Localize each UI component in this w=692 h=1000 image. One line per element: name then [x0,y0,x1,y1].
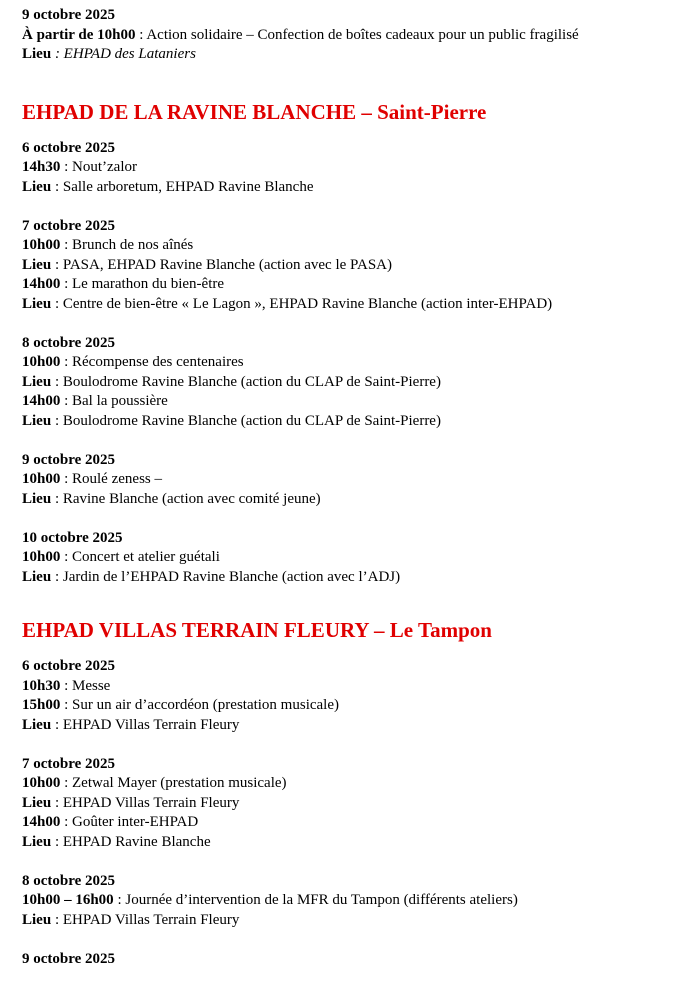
event-description: : Messe [60,677,111,694]
event-description: : Nout’zalor [60,159,137,175]
event-description: : Le marathon du bien-être [60,276,225,292]
event-line [22,275,686,295]
paragraph-gap [22,852,686,872]
lieu-value: : EHPAD Villas Terrain Fleury [51,794,240,811]
intro-date: 9 octobre 2025 [22,7,116,23]
lieu-label: Lieu [22,295,52,312]
event-line [22,158,686,178]
event-time: 14h00 [22,814,61,830]
lieu-label: Lieu [22,412,52,429]
section-title-villas-terrain-fleury: EHPAD VILLAS TERRAIN FLEURY – Le Tampon [22,618,492,642]
event-line [22,774,686,794]
lieu-line [22,716,686,736]
lieu-label: Lieu [22,911,52,928]
event-time: 14h30 [22,159,61,175]
intro-time: À partir de 10h00 [22,26,136,43]
day-date: 6 octobre 2025 [22,658,116,674]
day-date: 9 octobre 2025 [22,451,116,468]
lieu-label: Lieu [22,794,52,811]
intro-event-line [22,26,686,46]
event-description: : Bal la poussière [60,393,168,409]
event-description: : Récompense des centenaires [60,354,244,370]
event-description: : Sur un air d’accordéon (prestation musicale) [60,697,339,713]
lieu-label: Lieu [22,373,52,390]
intro-activity: : Action solidaire – Confection de boîtes cadeaux pour un public fragilisé [135,26,579,43]
event-description: : Goûter inter-EHPAD [60,814,199,830]
lieu-value: : PASA, EHPAD Ravine Blanche (action avec le PASA) [51,256,392,273]
villas-terrain-fleury-schedule [22,657,686,969]
paragraph-gap [22,431,686,451]
event-time: 10h00 [22,471,61,487]
event-description: : Concert et atelier guétali [60,549,220,565]
lieu-line [22,568,686,588]
event-time: 15h00 [22,697,61,713]
paragraph-gap [22,314,686,334]
event-time: 14h00 [22,276,61,292]
event-time: 10h00 – 16h00 [22,892,114,908]
event-line [22,392,686,412]
lieu-label: Lieu [22,178,52,195]
event-description: : Roulé zeness – [60,471,162,487]
day-date: 9 octobre 2025 [22,950,116,967]
lieu-value: : Boulodrome Ravine Blanche (action du CLAP de Saint-Pierre) [51,373,441,390]
intro-block [22,6,686,65]
paragraph-gap [22,509,686,529]
lieu-value: : EHPAD Ravine Blanche [51,833,211,850]
day-date: 8 octobre 2025 [22,872,116,889]
event-time: 10h00 [22,237,61,253]
lieu-line [22,794,686,814]
paragraph-gap [22,735,686,755]
event-line [22,813,686,833]
day-block [22,334,686,432]
event-line [22,696,686,716]
paragraph-gap [22,197,686,217]
event-time: 10h30 [22,677,61,694]
intro-lieu-value: : EHPAD des Lataniers [51,46,196,62]
lieu-value: : EHPAD Villas Terrain Fleury [51,716,240,733]
event-time: 14h00 [22,393,61,409]
day-date: 6 octobre 2025 [22,139,116,156]
lieu-label: Lieu [22,568,52,585]
lieu-line [22,490,686,510]
event-line [22,548,686,568]
day-block [22,950,686,970]
lieu-value: : Centre de bien-être « Le Lagon », EHPAD Ravine Blanche (action inter-EHPAD) [51,295,553,312]
lieu-value: : Ravine Blanche (action avec comité jeune) [51,490,321,507]
lieu-line [22,833,686,853]
ravine-blanche-schedule [22,139,686,588]
lieu-label: Lieu [22,716,52,733]
event-time: 10h00 [22,775,61,791]
lieu-line [22,256,686,276]
day-date: 7 octobre 2025 [22,755,116,772]
event-time: 10h00 [22,549,61,565]
lieu-line [22,373,686,393]
day-block [22,139,686,198]
event-line [22,891,686,911]
lieu-line [22,911,686,931]
event-line [22,236,686,256]
day-block [22,872,686,931]
event-description: : Brunch de nos aînés [60,237,194,253]
intro-lieu-line [22,45,686,65]
document-page [22,6,686,969]
event-line [22,470,686,490]
intro-lieu-label: Lieu [22,46,52,62]
event-line [22,353,686,373]
lieu-line [22,295,686,315]
day-date: 10 octobre 2025 [22,529,123,546]
lieu-value: : Jardin de l’EHPAD Ravine Blanche (action avec l’ADJ) [51,568,401,585]
lieu-line [22,412,686,432]
event-description: : Journée d’intervention de la MFR du Tampon (différents ateliers) [113,892,518,908]
event-time: 10h00 [22,354,61,370]
event-line [22,677,686,697]
lieu-value: : EHPAD Villas Terrain Fleury [51,911,240,928]
day-block [22,657,686,735]
lieu-line [22,178,686,198]
day-block [22,217,686,315]
day-block [22,755,686,853]
event-description: : Zetwal Mayer (prestation musicale) [60,775,287,791]
day-block [22,529,686,588]
lieu-label: Lieu [22,256,52,273]
lieu-label: Lieu [22,833,52,850]
day-date: 7 octobre 2025 [22,217,116,234]
paragraph-gap [22,930,686,950]
lieu-value: : Boulodrome Ravine Blanche (action du CLAP de Saint-Pierre) [51,412,441,429]
section-title-ravine-blanche: EHPAD DE LA RAVINE BLANCHE – Saint-Pierre [22,99,487,124]
day-date: 8 octobre 2025 [22,334,116,351]
lieu-value: : Salle arboretum, EHPAD Ravine Blanche [51,178,314,195]
day-block [22,451,686,510]
lieu-label: Lieu [22,490,52,507]
